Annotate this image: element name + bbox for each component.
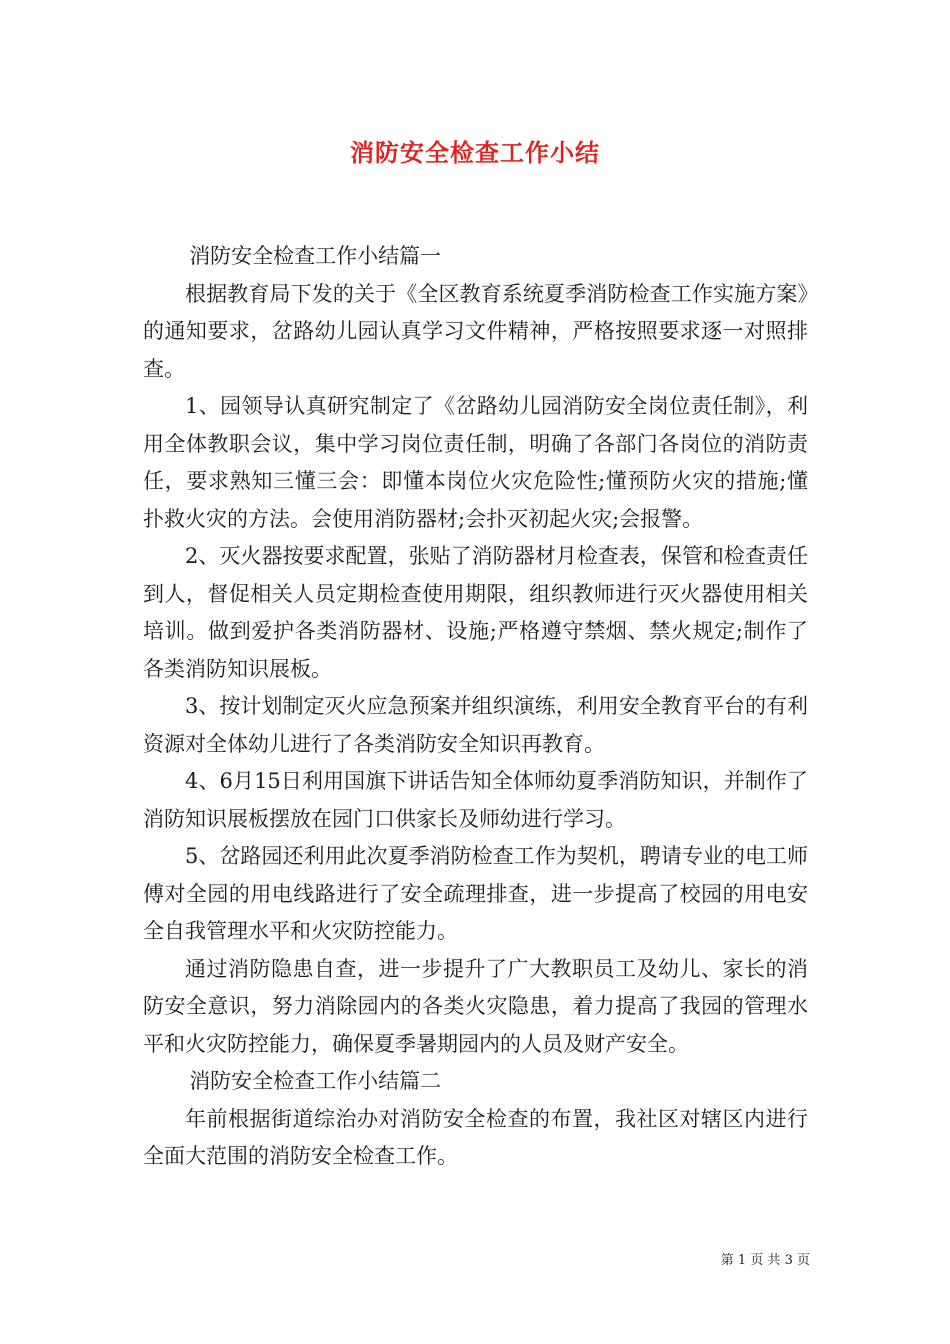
paragraph: 1、园领导认真研究制定了《岔路幼儿园消防安全岗位责任制》，利用全体教职会议，集中学习岗位责任制，明确了各部门各岗位的消防责任，要求熟知三懂三会：即懂本岗位火灾危险性;懂预防火灾的措施;懂扑救火灾的方法。会使用消防器材;会扑灭初起火灾;会报警。 bbox=[143, 394, 808, 531]
paragraph: 根据教育局下发的关于《全区教育系统夏季消防检查工作实施方案》的通知要求，岔路幼儿园认真学习文件精神，严格按照要求逐一对照排查。 bbox=[143, 281, 808, 381]
document-body bbox=[143, 238, 808, 1176]
section-heading: 消防安全检查工作小结篇一 bbox=[189, 244, 442, 268]
paragraph: 3、按计划制定灭火应急预案并组织演练，利用安全教育平台的有利资源对全体幼儿进行了各类消防安全知识再教育。 bbox=[143, 694, 808, 756]
document-title: 消防安全检查工作小结 bbox=[350, 138, 600, 167]
paragraph: 2、灭火器按要求配置，张贴了消防器材月检查表，保管和检查责任到人，督促相关人员定期检查使用期限，组织教师进行灭火器使用相关培训。做到爱护各类消防器材、设施;严格遵守禁烟、禁火规定;制作了各类消防知识展板。 bbox=[143, 544, 808, 681]
paragraph: 4、6月15日利用国旗下讲话告知全体师幼夏季消防知识，并制作了消防知识展板摆放在园门口供家长及师幼进行学习。 bbox=[143, 769, 808, 831]
paragraph: 通过消防隐患自查，进一步提升了广大教职员工及幼儿、家长的消防安全意识，努力消除园内的各类火灾隐患，着力提高了我园的管理水平和火灾防控能力，确保夏季暑期园内的人员及财产安全。 bbox=[143, 956, 808, 1056]
section-heading: 消防安全检查工作小结篇二 bbox=[189, 1069, 442, 1093]
page-number: 第 1 页 共 3 页 bbox=[720, 1253, 810, 1268]
paragraph: 年前根据街道综治办对消防安全检查的布置，我社区对辖区内进行全面大范围的消防安全检查工作。 bbox=[143, 1106, 808, 1168]
paragraph: 5、岔路园还利用此次夏季消防检查工作为契机，聘请专业的电工师傅对全园的用电线路进行了安全疏理排查，进一步提高了校园的用电安全自我管理水平和火灾防控能力。 bbox=[143, 844, 808, 943]
